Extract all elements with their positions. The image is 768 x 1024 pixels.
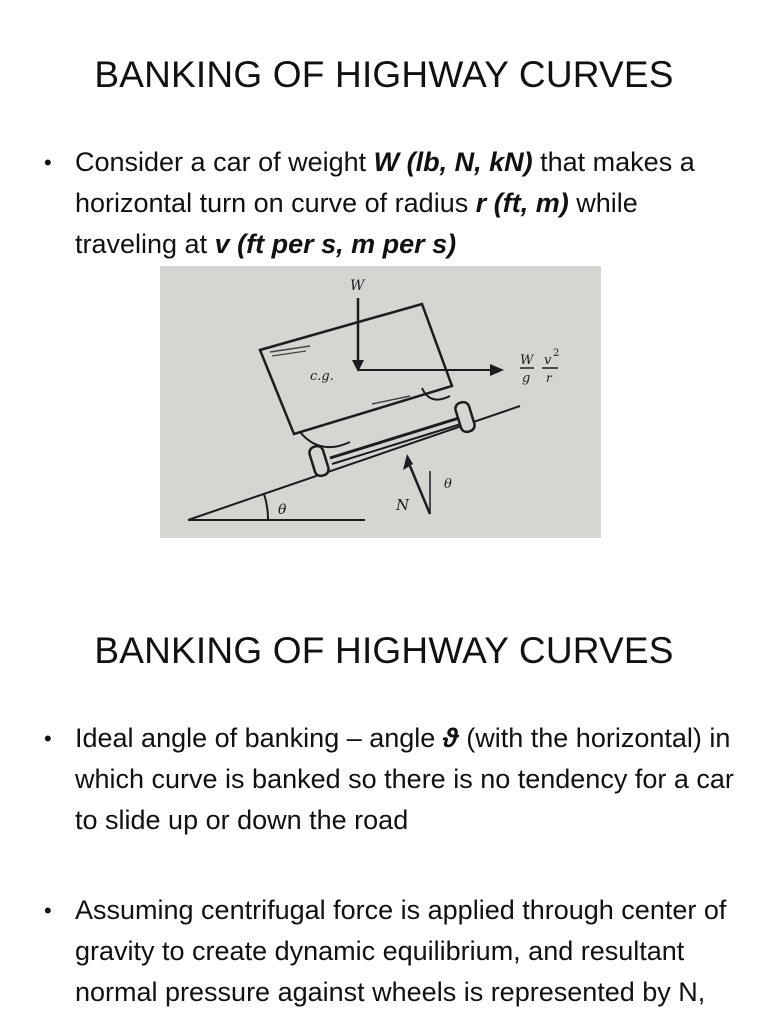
bullet-text (75, 142, 734, 265)
cg-label: c.g. (310, 369, 334, 384)
slide-2 (0, 576, 768, 1024)
force-exp: 2 (553, 348, 560, 359)
text-run: (with the horizontal) in which curve is banked so there is no tendency for a car to slide up or down the road (75, 723, 734, 835)
normal-vector (410, 466, 430, 514)
centrifugal-arrowhead (490, 364, 504, 376)
weight-label: W (350, 278, 365, 294)
slide-title: BANKING OF HIGHWAY CURVES (94, 54, 674, 95)
wheel-left (308, 445, 330, 478)
bullet-text (75, 718, 734, 841)
force-v: v (544, 353, 552, 368)
normal-label: N (396, 496, 410, 514)
bullet-dot: • (44, 898, 52, 923)
text-run: Ideal angle of banking – angle (75, 723, 443, 753)
force-g: g (522, 371, 531, 386)
slide-title: BANKING OF HIGHWAY CURVES (94, 630, 674, 671)
banked-car-diagram (160, 266, 601, 538)
bullet-dot: • (44, 150, 52, 175)
text-run: while traveling at (75, 188, 638, 259)
bullet-dot: • (44, 726, 52, 751)
bullet-text: Assuming centrifugal force is applied through center of gravity to create dynamic equilibrium, and resultant normal pressure against wheels is represented by N, (75, 895, 727, 1007)
road-angle-arc (264, 494, 268, 520)
bullet-item (44, 890, 734, 1013)
weight-units: W (lb, N, kN) (373, 147, 533, 177)
velocity-units: v (ft per s, m per s) (214, 229, 457, 259)
theta-symbol: ϑ (442, 723, 459, 753)
radius-units: r (ft, m) (475, 188, 569, 218)
theta-normal-label: θ (444, 477, 452, 492)
theta-road-label: θ (278, 502, 287, 518)
text-run: that makes a horizontal turn on curve of radius (75, 147, 695, 218)
force-r: r (546, 371, 552, 385)
text-run: Consider a car of weight (75, 147, 374, 177)
bullet-item (44, 142, 734, 265)
car-axle (330, 414, 472, 458)
force-w: W (520, 353, 534, 368)
bullet-item (44, 718, 734, 841)
car-wheel-well-left (300, 432, 350, 447)
